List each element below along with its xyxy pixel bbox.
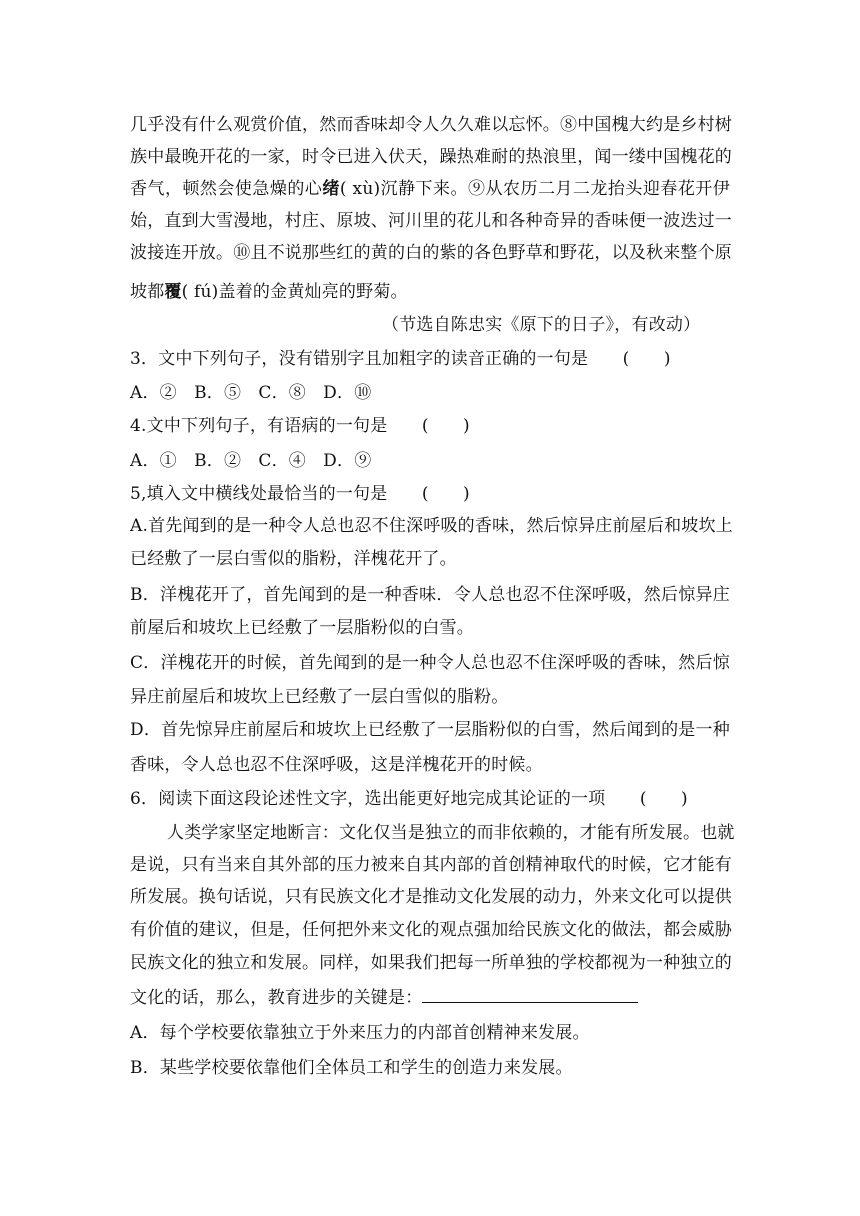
passage-source: （节选自陈忠实《原下的日子》，有改动） <box>382 315 701 335</box>
question-5-option-d-line-1: D．首先惊异庄前屋后和坡坎上已经敷了一层脂粉似的白雪，然后闻到的是一种 <box>130 720 730 740</box>
question-6-option-a: A．每个学校要依靠独立于外来压力的内部首创精神来发展。 <box>130 1023 590 1043</box>
question-3-stem: 3．文中下列句子，没有错别字且加粗字的读音正确的一句是 ( ) <box>130 349 671 369</box>
question-6-paragraph-line-3: 所发展。换句话说，只有民族文化才是推动文化发展的动力，外来文化可以提供 <box>130 887 732 907</box>
answer-blank <box>422 985 638 1003</box>
question-6-paragraph-line-6: 文化的话，那么，教育进步的关键是： <box>130 985 638 1010</box>
passage-line-6: 坡都覆( fú)盖着的金黄灿亮的野菊。 <box>130 282 408 302</box>
question-6-paragraph-line-1: 人类学家坚定地断言：文化仅当是独立的而非依赖的，才能有所发展。也就 <box>167 823 735 843</box>
question-3-options: A．② B．⑤ C．⑧ D．⑩ <box>130 383 372 403</box>
question-5-option-d-line-2: 香味，令人总也忍不住深呼吸，这是洋槐花开的时候。 <box>130 755 543 775</box>
bold-char-fu: 覆 <box>164 282 182 302</box>
question-5-option-a-line-2: 已经敷了一层白雪似的脂粉，洋槐花开了。 <box>130 549 457 569</box>
question-5-option-c-line-2: 异庄前屋后和坡坎上已经敷了一层白雪似的脂粉。 <box>130 687 509 707</box>
passage-line-3: 香气，顿然会使急燥的心绪( xù)沉静下来。⑨从农历二月二龙抬头迎春花开伊 <box>130 179 730 199</box>
question-6-option-b: B．某些学校要依靠他们全体员工和学生的创造力来发展。 <box>130 1058 573 1078</box>
question-6-paragraph-line-4: 有价值的建议，但是，任何把外来文化的观点强加给民族文化的做法，都会威胁 <box>130 920 732 940</box>
question-4-options: A．① B．② C．④ D．⑨ <box>130 451 372 471</box>
bold-char-xu: 绪 <box>322 179 340 199</box>
passage-line-5: 波接连开放。⑩且不说那些红的黄的白的紫的各色野草和野花，以及秋来整个原 <box>130 243 732 263</box>
question-5-option-b-line-1: B．洋槐花开了，首先闻到的是一种香味．令人总也忍不住深呼吸，然后惊异庄 <box>130 585 730 605</box>
passage-line-2: 族中最晚开花的一家，时令已进入伏天，躁热难耐的热浪里，闻一缕中国槐花的 <box>130 147 732 167</box>
question-5-option-b-line-2: 前屋后和坡坎上已经敷了一层脂粉似的白雪。 <box>130 618 474 638</box>
question-5-option-a-line-1: A.首先闻到的是一种令人总也忍不住深呼吸的香味，然后惊异庄前屋后和坡坎上 <box>130 516 733 536</box>
question-5-stem: 5,填入文中横线处最恰当的一句是 ( ) <box>130 484 470 504</box>
passage-line-1: 几乎没有什么观赏价值，然而香味却令人久久难以忘怀。⑧中国槐大约是乡村树 <box>130 115 732 135</box>
question-6-paragraph-line-2: 是说，只有当来自其外部的压力被来自其内部的首创精神取代的时候，它才能有 <box>130 855 732 875</box>
passage-line-4: 始，直到大雪漫地，村庄、原坡、河川里的花儿和各种奇异的香味便一波迭过一 <box>130 211 732 231</box>
question-6-stem: 6．阅读下面这段论述性文字，选出能更好地完成其论证的一项 ( ) <box>130 789 688 809</box>
question-5-option-c-line-1: C．洋槐花开的时候，首先闻到的是一种令人总也忍不住深呼吸的香味，然后惊 <box>130 653 730 673</box>
question-6-paragraph-line-5: 民族文化的独立和发展。同样，如果我们把每一所单独的学校都视为一种独立的 <box>130 953 732 973</box>
question-4-stem: 4.文中下列句子，有语病的一句是 ( ) <box>130 416 470 436</box>
